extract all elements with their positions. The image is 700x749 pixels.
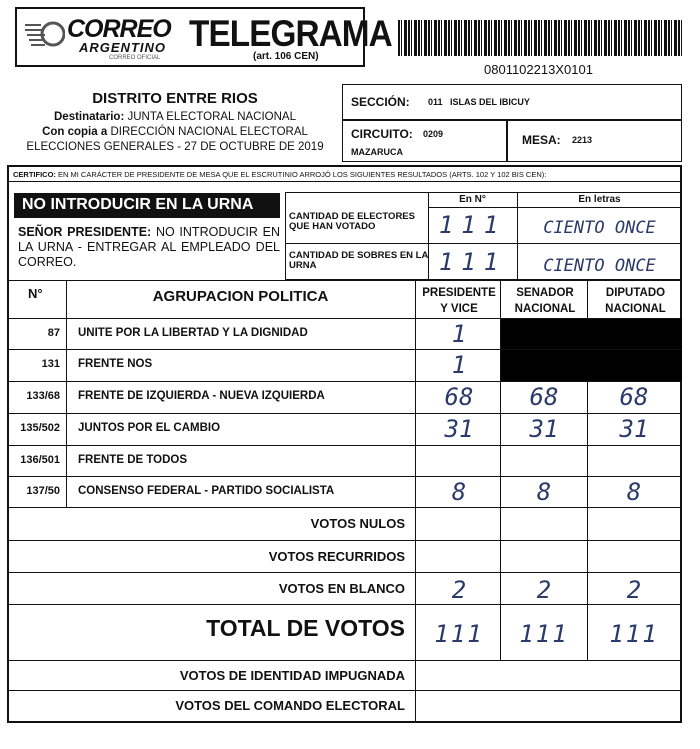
district-title: DISTRITO ENTRE RIOS [92, 90, 258, 107]
row-pres-votes: 1 [451, 351, 467, 379]
col-numero: En N° [459, 194, 486, 205]
recurridos-label: VOTOS RECURRIDOS [268, 549, 405, 564]
row-dip-votes: 31 [619, 415, 649, 443]
row-number: 131 [41, 358, 60, 370]
warning-title: NO INTRODUCIR EN LA URNA [22, 196, 254, 213]
brand-main: CORREO [67, 15, 171, 43]
electores-num: 111 [438, 211, 507, 239]
copia [0, 126, 350, 138]
doc-title: TELEGRAMA [189, 13, 392, 54]
sobres-letras: CIENTO ONCE [543, 256, 656, 276]
row-sen-votes: 68 [529, 383, 559, 411]
circuito-name: MAZARUCA [351, 147, 403, 157]
row-party: UNITE POR LA LIBERTAD Y LA DIGNIDAD [78, 327, 308, 339]
electores-letras: CIENTO ONCE [543, 218, 656, 238]
row-party: FRENTE DE TODOS [78, 454, 188, 466]
row-number: 135/502 [20, 422, 60, 434]
barcode-number: 0801102213X0101 [484, 62, 593, 77]
mesa-box [507, 120, 682, 162]
comando-label: VOTOS DEL COMANDO ELECTORAL [175, 698, 405, 713]
copia-value: DIRECCIÓN NACIONAL ELECTORAL [110, 126, 308, 138]
nulos-label: VOTOS NULOS [310, 516, 405, 531]
total-label: TOTAL DE VOTOS [206, 615, 405, 641]
col-sen-header: SENADOR NACIONAL [514, 287, 576, 315]
row-pres-votes: 1 [451, 320, 467, 348]
warning-text [18, 225, 280, 270]
sobres-num: 111 [438, 248, 507, 276]
blanco-label: VOTOS EN BLANCO [278, 581, 405, 596]
row-dip-votes: 8 [626, 478, 642, 506]
row-sen-votes: 31 [529, 415, 559, 443]
barcode [398, 20, 683, 56]
warning-bold: SEÑOR PRESIDENTE: [18, 225, 152, 239]
brand-sub: ARGENTINO [79, 40, 166, 55]
blanco-pres: 2 [451, 576, 467, 604]
col-dip-header: DIPUTADO NACIONAL [605, 287, 666, 315]
correo-logo-icon [25, 17, 65, 51]
col-letras: En letras [578, 194, 621, 205]
destinatario-label: Destinatario: [54, 111, 125, 123]
certifico-text: EN MI CARÁCTER DE PRESIDENTE DE MESA QUE EL ESCRUTINIO ARROJÓ LOS SIGUIENTES RESULTADOS (ARTS. 102 Y 102 BIS CEN): [58, 170, 547, 179]
row-party: JUNTOS POR EL CAMBIO [78, 422, 221, 434]
row-party: FRENTE DE IZQUIERDA - NUEVA IZQUIERDA [78, 390, 325, 402]
certifico [13, 170, 683, 179]
warning-body: NO INTRODUCIR EN LA URNA - ENTREGAR AL EMPLEADO DEL CORREO. [18, 225, 280, 269]
impugnada-label: VOTOS DE IDENTIDAD IMPUGNADA [179, 668, 405, 683]
col-pres-header: PRESIDENTE Y VICE [422, 287, 496, 315]
row-pres-votes: 8 [451, 478, 467, 506]
total-sen: 111 [519, 620, 569, 648]
row-sen-votes: 8 [536, 478, 552, 506]
electores-label: CANTIDAD DE ELECTORES QUE HAN VOTADO [289, 211, 415, 232]
sobres-label: CANTIDAD DE SOBRES EN LA URNA [289, 250, 428, 271]
mesa-label: MESA: [522, 133, 561, 147]
warning-title-bar [14, 193, 280, 218]
elecciones: ELECCIONES GENERALES - 27 DE OCTUBRE DE 2019 [26, 141, 324, 153]
seccion-box [342, 84, 682, 120]
col-party-header: AGRUPACION POLITICA [152, 288, 329, 305]
row-number: 87 [47, 327, 60, 339]
header-logo-box [15, 7, 392, 67]
seccion-value: 011 ISLAS DEL IBICUY [428, 97, 530, 107]
total-dip: 111 [609, 620, 659, 648]
mesa-value: 2213 [572, 135, 593, 145]
circuito-box [342, 120, 507, 162]
total-pres: 111 [434, 620, 484, 648]
row-pres-votes: 31 [444, 415, 474, 443]
blanco-sen: 2 [536, 576, 552, 604]
row-number: 136/501 [20, 454, 60, 466]
seccion-label: SECCIÓN: [351, 95, 410, 109]
row-number: 133/68 [26, 390, 60, 402]
row-party: CONSENSO FEDERAL - PARTIDO SOCIALISTA [78, 485, 335, 497]
circuito-label: CIRCUITO: [351, 127, 413, 141]
row-dip-votes: 68 [619, 383, 649, 411]
blanco-dip: 2 [626, 576, 642, 604]
row-party: FRENTE NOS [78, 358, 153, 370]
row-number: 137/50 [26, 485, 60, 497]
destinatario [0, 111, 350, 123]
shaded-na-cells [501, 319, 682, 381]
brand-tag: CORREO OFICIAL [109, 55, 161, 61]
copia-label: Con copia a [42, 126, 108, 138]
destinatario-value: JUNTA ELECTORAL NACIONAL [127, 111, 296, 123]
col-num-header: N° [28, 286, 43, 301]
row-pres-votes: 68 [444, 383, 474, 411]
certifico-label: CERTIFICO: [13, 170, 56, 179]
circuito-value: 0209 [423, 129, 444, 139]
doc-article: (art. 106 CEN) [253, 51, 319, 62]
